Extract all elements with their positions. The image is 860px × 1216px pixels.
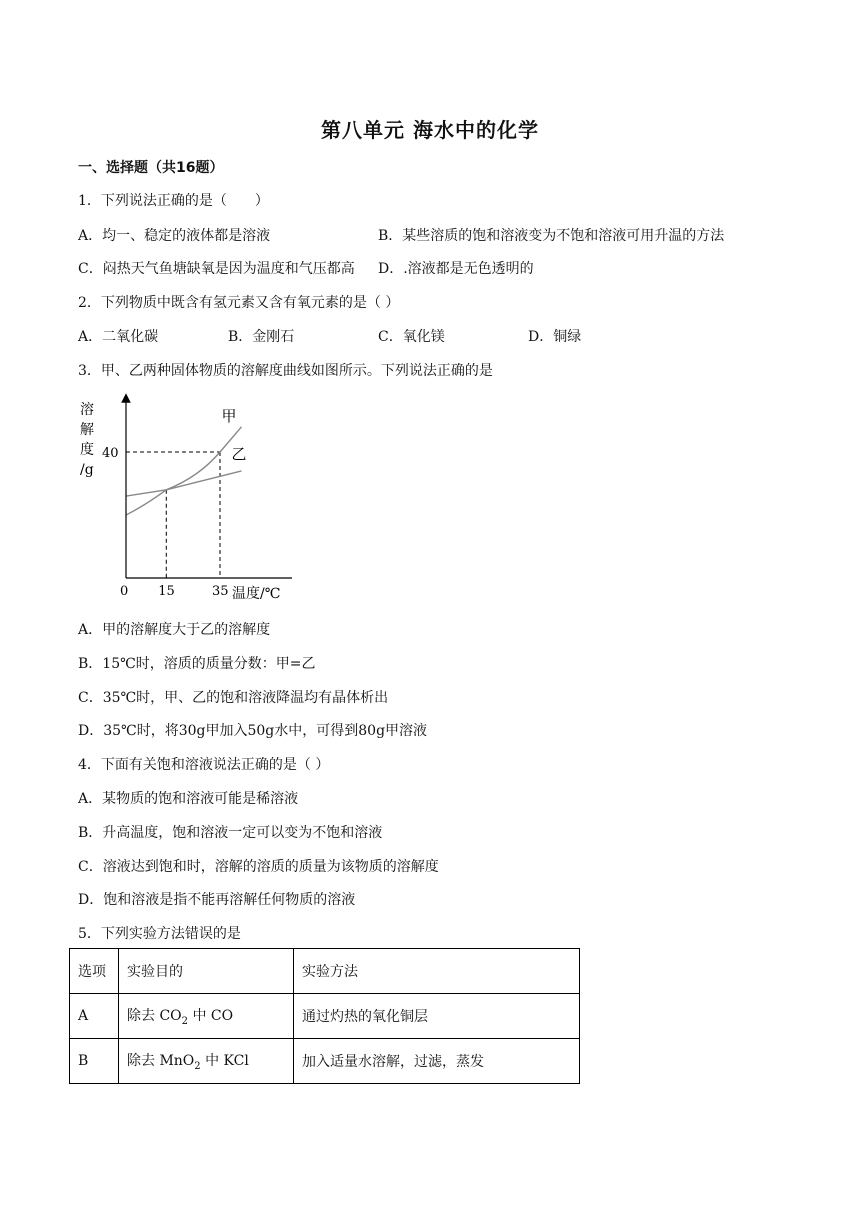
- guide-lines: [126, 452, 220, 578]
- table-header-cell: 实验方法: [294, 949, 580, 994]
- y-axis-label: 解: [80, 422, 94, 438]
- q1-option-d: D．.溶液都是无色透明的: [378, 261, 534, 277]
- y-tick-label: 40: [102, 446, 119, 461]
- series-label: 甲: [221, 406, 237, 425]
- series-curves: [126, 407, 247, 515]
- table-cell-option: B: [70, 1039, 119, 1084]
- series-line-jia: [126, 427, 241, 515]
- question-4-stem: 4．下面有关饱和溶液说法正确的是（ ）: [78, 757, 330, 773]
- question-2-stem: 2．下列物质中既含有氢元素又含有氧元素的是（ ）: [78, 295, 400, 311]
- q2-option-c: C．氧化镁: [378, 329, 445, 345]
- q1-option-b: B．某些溶质的饱和溶液变为不饱和溶液可用升温的方法: [378, 228, 725, 244]
- table-cell-method: 加入适量水溶解，过滤，蒸发: [294, 1039, 580, 1084]
- series-label: 乙: [231, 444, 247, 463]
- section-heading: 一、选择题（共16题）: [78, 160, 224, 176]
- y-axis-label: 溶: [80, 402, 94, 418]
- question-5-stem: 5．下列实验方法错误的是: [78, 926, 241, 942]
- x-tick-label: 35: [212, 584, 229, 599]
- q1-option-a: A．均一、稳定的液体都是溶液: [78, 228, 271, 244]
- q2-option-a: A．二氧化碳: [78, 329, 159, 345]
- experiment-table: [69, 948, 580, 1084]
- q3-option-a: A．甲的溶解度大于乙的溶解度: [78, 622, 271, 638]
- table-cell-goal: 除去 MnO$_2$ 中 KCl: [119, 1039, 294, 1084]
- q4-option-d: D．饱和溶液是指不能再溶解任何物质的溶液: [78, 892, 356, 908]
- page-title: 第八单元 海水中的化学: [321, 118, 539, 142]
- table-header-cell: 选项: [70, 949, 119, 994]
- question-3-stem: 3．甲、乙两种固体物质的溶解度曲线如图所示。下列说法正确的是: [78, 363, 493, 379]
- table-row: [70, 994, 580, 1039]
- q2-option-b: B．金刚石: [228, 329, 295, 345]
- solubility-chart: [70, 390, 300, 605]
- x-tick-label: 15: [158, 584, 175, 599]
- y-axis-label: /g: [80, 462, 94, 478]
- q2-option-d: D．铜绿: [528, 329, 582, 345]
- table-cell-method: 通过灼热的氧化铜层: [294, 994, 580, 1039]
- series-line-yi: [126, 471, 241, 496]
- table-cell-option: A: [70, 994, 119, 1039]
- y-axis-label: 度: [80, 442, 94, 458]
- q1-option-c: C．闷热天气鱼塘缺氧是因为温度和气压都高: [78, 261, 355, 277]
- table-header-cell: 实验目的: [119, 949, 294, 994]
- q3-option-d: D．35℃时，将30g甲加入50g水中，可得到80g甲溶液: [78, 723, 428, 739]
- q4-option-c: C．溶液达到饱和时，溶解的溶质的质量为该物质的溶解度: [78, 859, 439, 875]
- table-header-row: [70, 949, 580, 994]
- q4-option-b: B．升高温度，饱和溶液一定可以变为不饱和溶液: [78, 825, 383, 841]
- x-axis-label: 温度/℃: [232, 586, 281, 602]
- q3-option-b: B．15℃时，溶质的质量分数：甲=乙: [78, 656, 316, 672]
- x-tick-label: 0: [120, 584, 129, 599]
- q4-option-a: A．某物质的饱和溶液可能是稀溶液: [78, 791, 299, 807]
- table-row: [70, 1039, 580, 1084]
- q3-option-c: C．35℃时，甲、乙的饱和溶液降温均有晶体析出: [78, 690, 389, 706]
- table-cell-goal: 除去 $CO_2$ 中 CO: [119, 994, 294, 1039]
- question-1-stem: 1．下列说法正确的是（ ）: [78, 193, 269, 209]
